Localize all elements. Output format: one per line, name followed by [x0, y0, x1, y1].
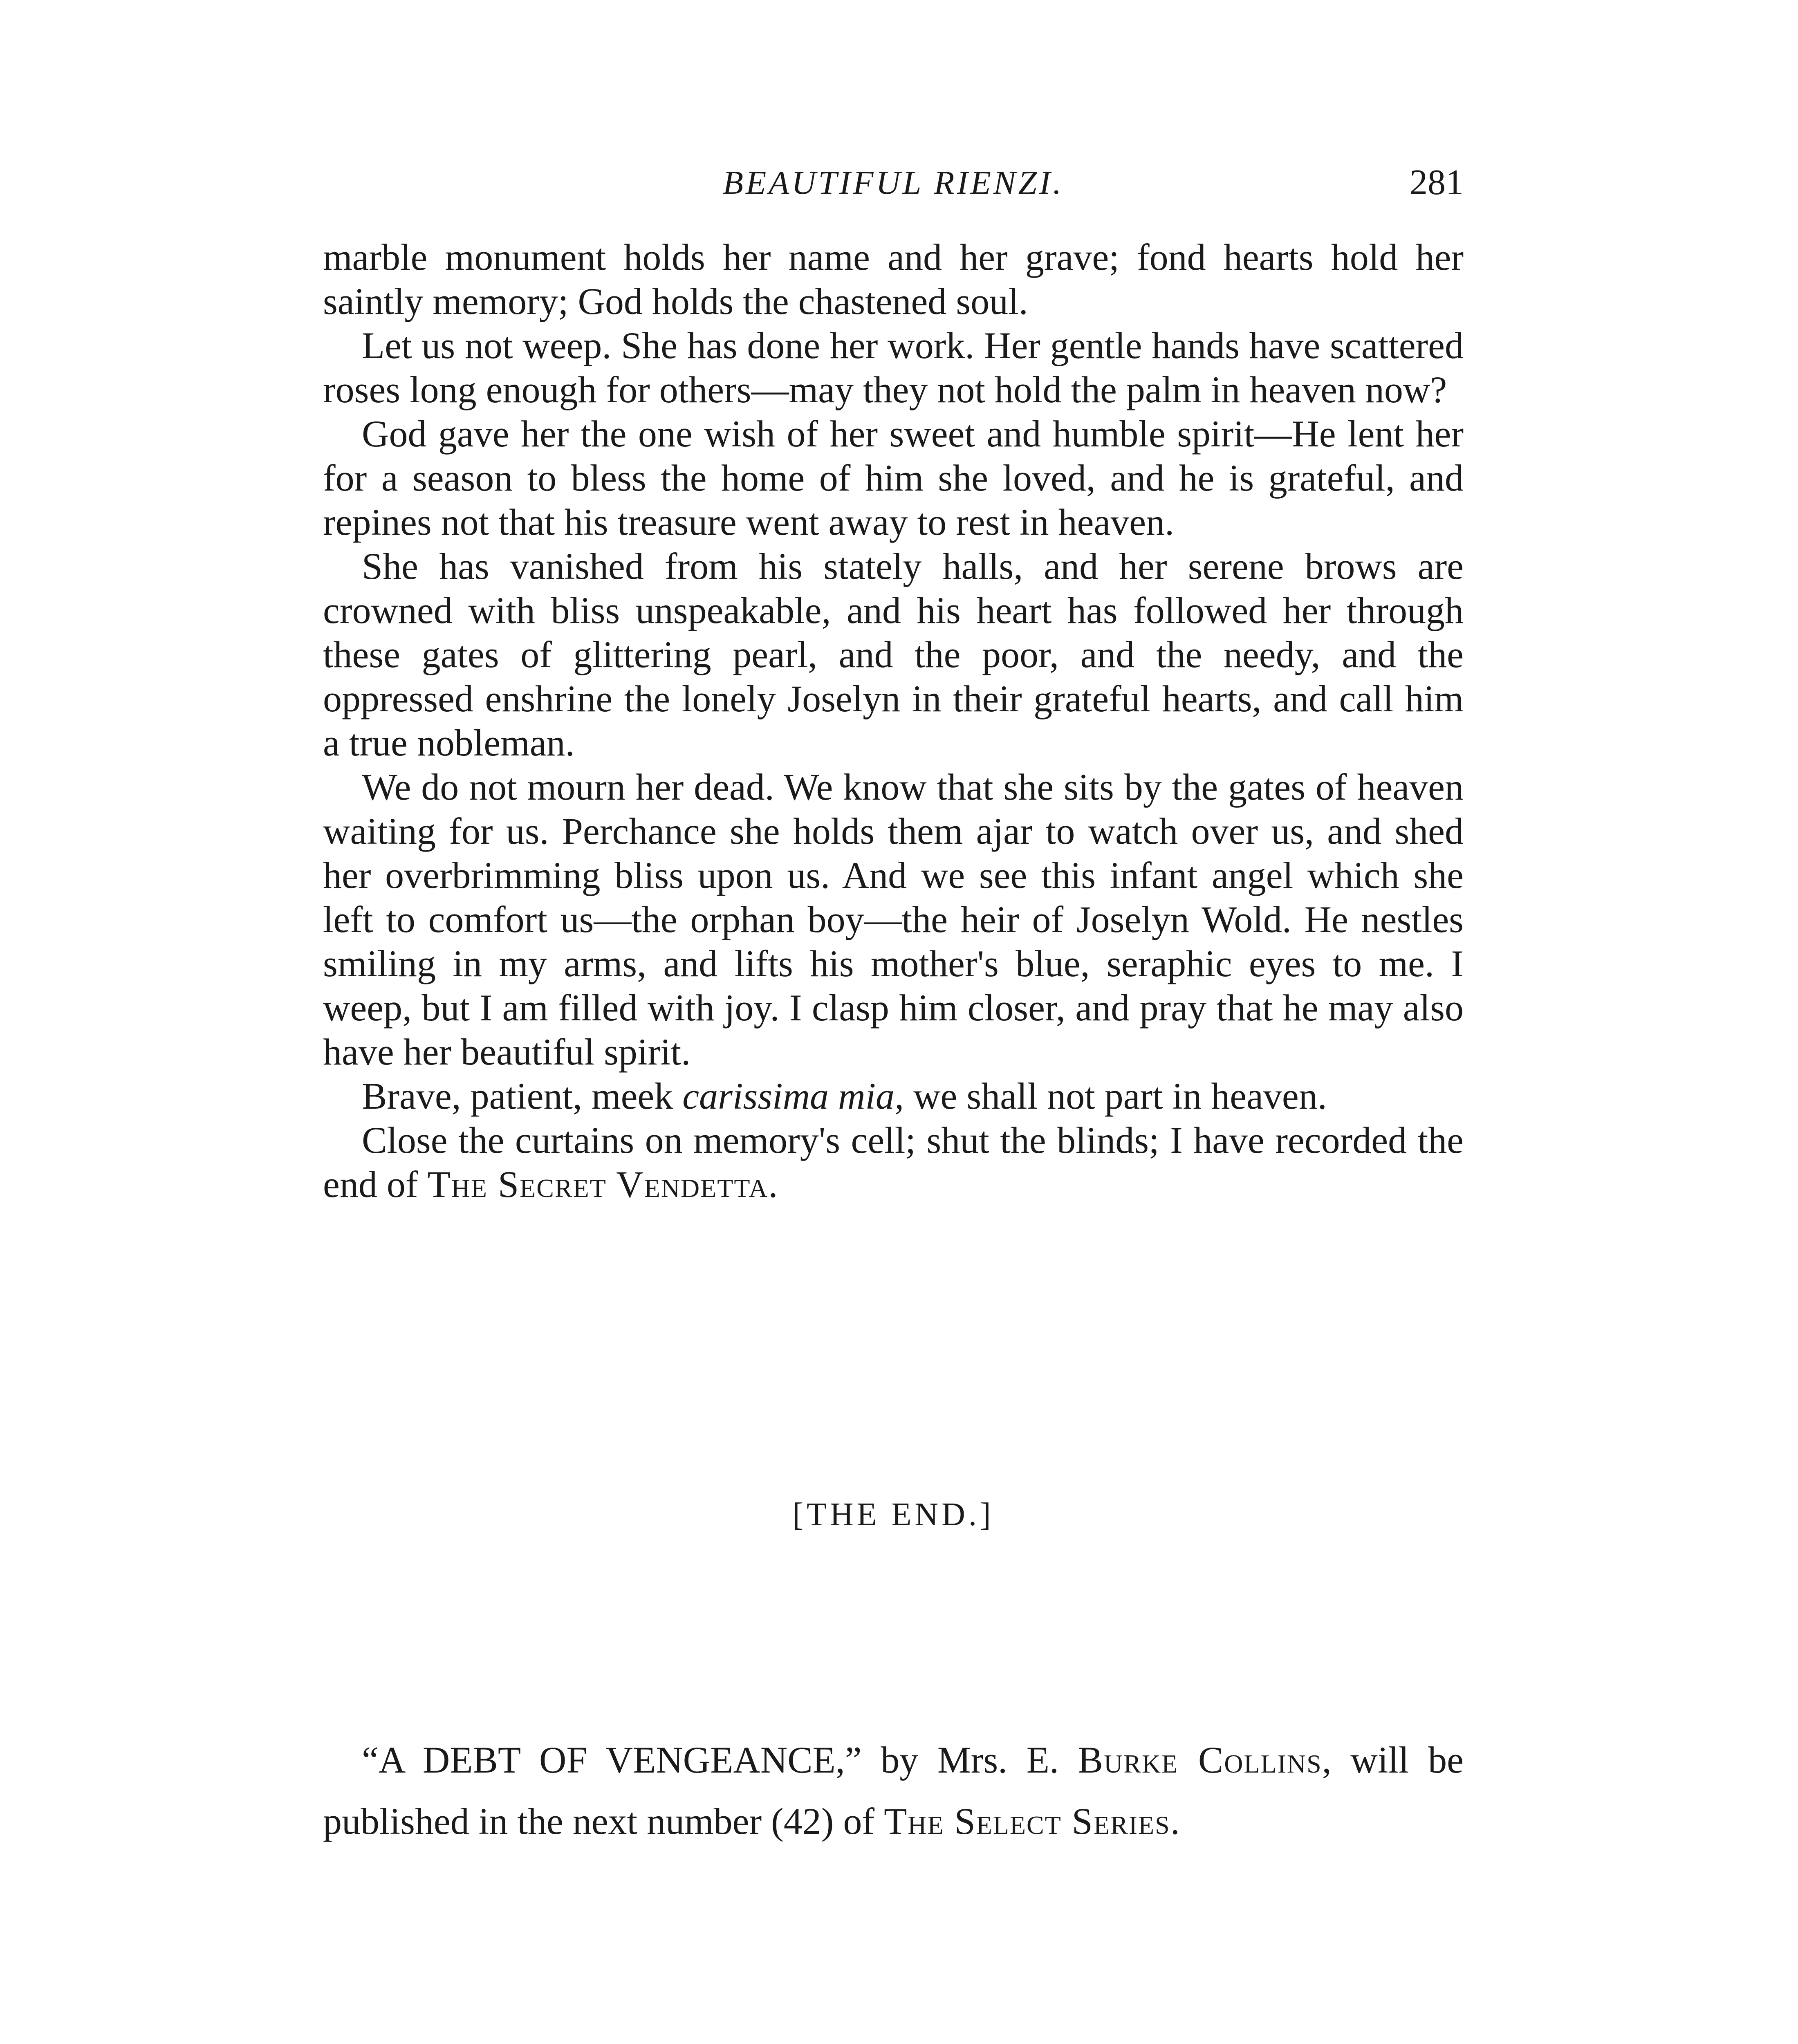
notice-title: “A DEBT OF VENGEANCE,” [362, 1739, 862, 1781]
next-issue-notice [323, 1729, 1464, 1852]
close-after: . [768, 1163, 778, 1205]
notice-middle: , will be published in the next number (42) of [323, 1739, 1464, 1842]
running-head [323, 159, 1464, 213]
paragraph-2: Let us not weep. She has done her work. Her gentle hands have scattered roses long enough for others—may they not hold the palm in heaven now? [323, 325, 1464, 410]
brave-before: Brave, patient, meek [362, 1075, 683, 1117]
paragraph-7 [323, 1118, 1464, 1206]
notice-by: by Mrs. E. [861, 1739, 1078, 1781]
brave-after: we shall not part in heaven. [904, 1075, 1327, 1117]
close-before: Close the curtains on memory's cell; shut the blinds; I have recorded the end of [323, 1119, 1464, 1205]
body-text [323, 235, 1464, 1206]
paragraph-1: marble monument holds her name and her grave; fond hearts hold her saintly memory; God holds the chastened soul. [323, 236, 1464, 322]
page-number: 281 [1410, 163, 1464, 202]
paragraph-3: God gave her the one wish of her sweet and humble spirit—He lent her for a season to bless the home of him she loved, and he is grateful, and repines not that his treasure went away to rest in heaven. [323, 413, 1464, 543]
notice-series: The Select Series [884, 1800, 1170, 1842]
paragraph-4: She has vanished from his stately halls, and her serene brows are crowned with bliss unspeakable, and his heart has followed her through these gates of glittering pearl, and the poor, and the needy, and the oppressed enshrine the lonely Joselyn in their grateful hearts, and call him a true nobleman. [323, 545, 1464, 764]
paragraph-6 [323, 1074, 1464, 1118]
notice-author: Burke Collins [1078, 1739, 1322, 1781]
story-title: The Secret Vendetta [427, 1163, 769, 1205]
end-marker: [THE END.] [792, 1497, 994, 1533]
italic-phrase: carissima mia, [682, 1075, 904, 1117]
notice-end: . [1170, 1800, 1180, 1842]
paragraph-5: We do not mourn her dead. We know that she sits by the gates of heaven waiting for us. Perchance she holds them ajar to watch over us, and shed her overbrimming bliss upon us. And we see this infant angel which she left to comfort us—the orphan boy—the heir of Joselyn Wold. He nestles smiling in my arms, and lifts his mother's blue, seraphic eyes to me. I weep, but I am filled with joy. I clasp him closer, and pray that he may also have her beautiful spirit. [323, 766, 1464, 1073]
running-title: BEAUTIFUL RIENZI. [723, 164, 1064, 201]
